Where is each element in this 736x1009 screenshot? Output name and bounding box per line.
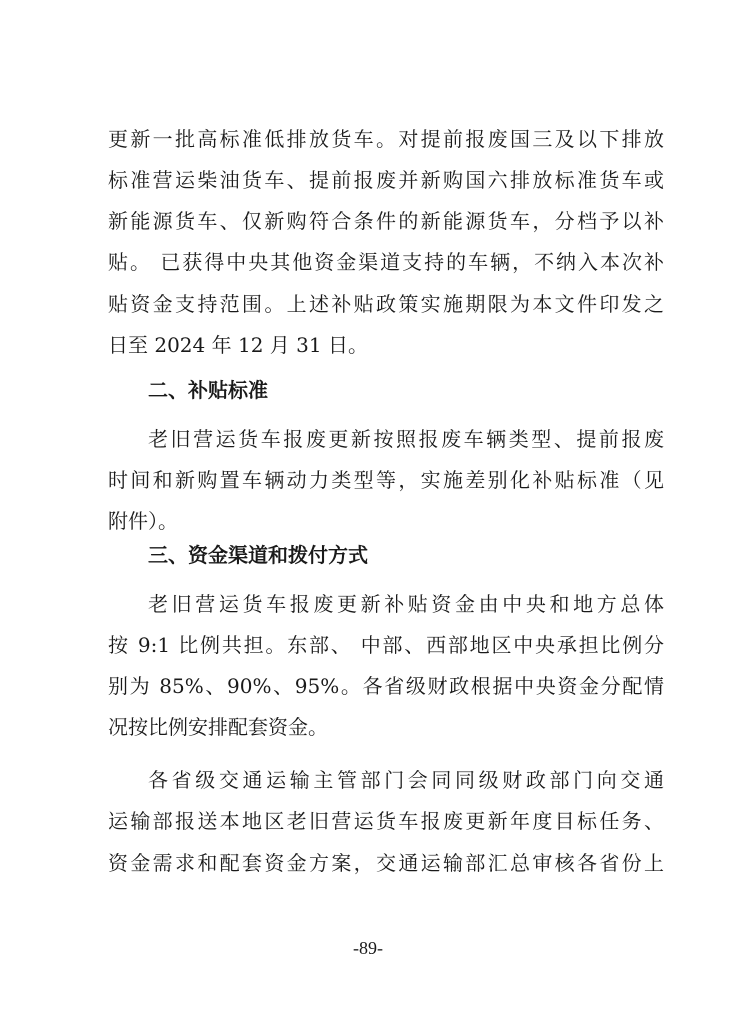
body-text-line: 运输部报送本地区老旧营运货车报废更新年度目标任务、 xyxy=(108,809,664,833)
body-text-line: 贴。 已获得中央其他资金渠道支持的车辆，不纳入本次补 xyxy=(108,250,664,274)
section-heading-funding-channels: 三、资金渠道和拨付方式 xyxy=(148,543,368,567)
body-text-line: 时间和新购置车辆动力类型等，实施差别化补贴标准（见 xyxy=(108,468,664,492)
body-text-line: 况按比例安排配套资金。 xyxy=(108,715,328,739)
body-text-line: 更新一批高标准低排放货车。对提前报废国三及以下排放 xyxy=(108,127,664,151)
body-text-line: 按 9:1 比例共担。东部、 中部、西部地区中央承担比例分 xyxy=(108,633,664,657)
body-text-line: 附件）。 xyxy=(108,509,178,533)
body-text-line: 资金需求和配套资金方案，交通运输部汇总审核各省份上 xyxy=(108,851,664,875)
body-text-line: 别为 85%、90%、95%。各省级财政根据中央资金分配情 xyxy=(108,674,664,698)
body-text-line: 各省级交通运输主管部门会同同级财政部门向交通 xyxy=(148,768,664,792)
body-text-line: 贴资金支持范围。上述补贴政策实施期限为本文件印发之 xyxy=(108,292,664,316)
body-text-line: 日至 2024 年 12 月 31 日。 xyxy=(108,333,368,357)
body-text-line: 新能源货车、仅新购符合条件的新能源货车，分档予以补 xyxy=(108,209,664,233)
body-text-line: 标准营运柴油货车、提前报废并新购国六排放标准货车或 xyxy=(108,168,664,192)
body-text-line: 老旧营运货车报废更新按照报废车辆类型、提前报废 xyxy=(148,427,664,451)
page-number: -89- xyxy=(353,938,383,958)
body-text-line: 老旧营运货车报废更新补贴资金由中央和地方总体 xyxy=(148,592,664,616)
section-heading-subsidy-standard: 二、补贴标准 xyxy=(148,378,268,402)
